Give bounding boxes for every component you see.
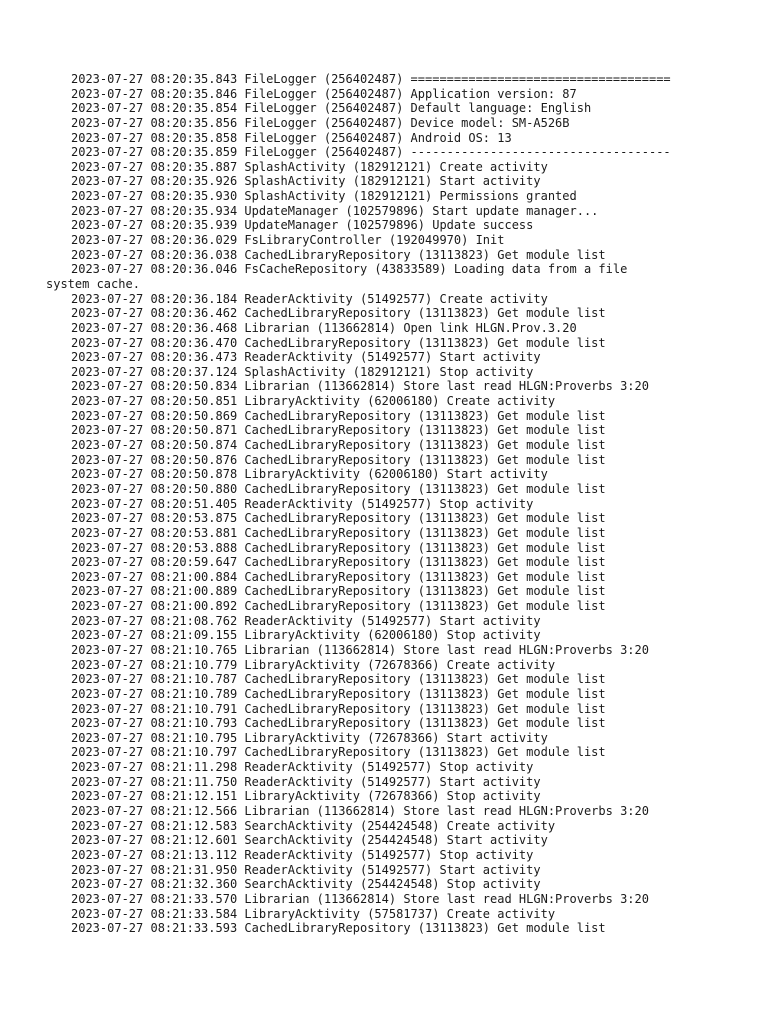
log-line: 2023-07-27 08:21:11.298 ReaderAcktivity (51492577) Stop activity — [71, 760, 534, 775]
log-line: 2023-07-27 08:21:10.795 LibraryAcktivity (72678366) Start activity — [71, 730, 548, 745]
log-line: 2023-07-27 08:21:33.584 LibraryAcktivity (57581737) Create activity — [71, 906, 556, 921]
log-line: 2023-07-27 08:21:10.779 LibraryAcktivity (72678366) Create activity — [71, 657, 556, 672]
log-line: 2023-07-27 08:20:53.888 CachedLibraryRepository (13113823) Get module list — [71, 540, 606, 555]
log-line: 2023-07-27 08:21:10.789 CachedLibraryRepository (13113823) Get module list — [71, 686, 606, 701]
log-line: 2023-07-27 08:20:35.858 FileLogger (256402487) Android OS: 13 — [71, 130, 512, 145]
log-line: 2023-07-27 08:20:37.124 SplashActivity (182912121) Stop activity — [71, 364, 534, 379]
log-line: 2023-07-27 08:21:10.787 CachedLibraryRepository (13113823) Get module list — [71, 672, 606, 687]
log-line: 2023-07-27 08:20:35.854 FileLogger (256402487) Default language: English — [71, 101, 592, 116]
log-line: 2023-07-27 08:20:59.647 CachedLibraryRepository (13113823) Get module list — [71, 555, 606, 570]
log-line: 2023-07-27 08:20:53.875 CachedLibraryRepository (13113823) Get module list — [71, 511, 606, 526]
log-line: 2023-07-27 08:20:50.871 CachedLibraryRepository (13113823) Get module list — [71, 423, 606, 438]
log-line: 2023-07-27 08:20:36.029 FsLibraryController (192049970) Init — [71, 233, 505, 248]
log-line: 2023-07-27 08:21:31.950 ReaderAcktivity (51492577) Start activity — [71, 862, 541, 877]
log-line: 2023-07-27 08:20:36.046 FsCacheRepository (43833589) Loading data from a file — [71, 262, 628, 277]
log-line: 2023-07-27 08:20:51.405 ReaderAcktivity (51492577) Stop activity — [71, 496, 534, 511]
log-line: 2023-07-27 08:20:36.462 CachedLibraryRepository (13113823) Get module list — [71, 306, 606, 321]
log-line: 2023-07-27 08:21:00.889 CachedLibraryRepository (13113823) Get module list — [71, 584, 606, 599]
log-line: 2023-07-27 08:21:10.797 CachedLibraryRepository (13113823) Get module list — [71, 745, 606, 760]
log-line: 2023-07-27 08:20:35.859 FileLogger (256402487) ------------------------------------ — [71, 145, 671, 160]
log-line: 2023-07-27 08:20:50.869 CachedLibraryRepository (13113823) Get module list — [71, 408, 606, 423]
log-line: 2023-07-27 08:20:50.851 LibraryAcktivity (62006180) Create activity — [71, 394, 556, 409]
log-line: 2023-07-27 08:20:50.874 CachedLibraryRepository (13113823) Get module list — [71, 438, 606, 453]
log-line: 2023-07-27 08:21:11.750 ReaderAcktivity (51492577) Start activity — [71, 774, 541, 789]
log-line: 2023-07-27 08:20:50.876 CachedLibraryRepository (13113823) Get module list — [71, 452, 606, 467]
log-line: 2023-07-27 08:21:12.583 SearchAcktivity (254424548) Create activity — [71, 818, 556, 833]
log-line: 2023-07-27 08:21:33.570 Librarian (113662814) Store last read HLGN:Proverbs 3:20 — [71, 891, 649, 906]
log-text-block — [46, 72, 711, 936]
log-line: 2023-07-27 08:20:36.473 ReaderAcktivity (51492577) Start activity — [71, 350, 541, 365]
log-line: 2023-07-27 08:20:35.939 UpdateManager (102579896) Update success — [71, 218, 534, 233]
log-line: 2023-07-27 08:21:32.360 SearchAcktivity (254424548) Stop activity — [71, 877, 541, 892]
log-line: 2023-07-27 08:20:35.856 FileLogger (256402487) Device model: SM-A526B — [71, 115, 570, 130]
log-line: system cache. — [46, 276, 140, 291]
log-line: 2023-07-27 08:20:53.881 CachedLibraryRepository (13113823) Get module list — [71, 525, 606, 540]
log-line: 2023-07-27 08:20:36.470 CachedLibraryRepository (13113823) Get module list — [71, 335, 606, 350]
log-line: 2023-07-27 08:20:35.846 FileLogger (256402487) Application version: 87 — [71, 86, 577, 101]
log-line: 2023-07-27 08:21:00.892 CachedLibraryRepository (13113823) Get module list — [71, 599, 606, 614]
log-line: 2023-07-27 08:20:35.930 SplashActivity (182912121) Permissions granted — [71, 189, 577, 204]
log-line: 2023-07-27 08:20:50.834 Librarian (113662814) Store last read HLGN:Proverbs 3:20 — [71, 379, 649, 394]
log-line: 2023-07-27 08:20:35.843 FileLogger (256402487) ==================================== — [71, 72, 671, 86]
log-line: 2023-07-27 08:21:10.765 Librarian (113662814) Store last read HLGN:Proverbs 3:20 — [71, 642, 649, 657]
log-line: 2023-07-27 08:20:36.038 CachedLibraryRepository (13113823) Get module list — [71, 247, 606, 262]
log-line: 2023-07-27 08:21:08.762 ReaderAcktivity (51492577) Start activity — [71, 613, 541, 628]
log-line: 2023-07-27 08:21:09.155 LibraryAcktivity (62006180) Stop activity — [71, 628, 541, 643]
log-line: 2023-07-27 08:21:10.791 CachedLibraryRepository (13113823) Get module list — [71, 701, 606, 716]
log-line: 2023-07-27 08:21:12.566 Librarian (113662814) Store last read HLGN:Proverbs 3:20 — [71, 804, 649, 819]
log-line: 2023-07-27 08:20:35.926 SplashActivity (182912121) Start activity — [71, 174, 541, 189]
log-line: 2023-07-27 08:21:12.151 LibraryAcktivity (72678366) Stop activity — [71, 789, 541, 804]
log-line: 2023-07-27 08:20:36.184 ReaderAcktivity (51492577) Create activity — [71, 291, 548, 306]
log-line: 2023-07-27 08:20:36.468 Librarian (113662814) Open link HLGN.Prov.3.20 — [71, 320, 577, 335]
log-line: 2023-07-27 08:21:00.884 CachedLibraryRepository (13113823) Get module list — [71, 569, 606, 584]
log-line: 2023-07-27 08:20:50.878 LibraryAcktivity (62006180) Start activity — [71, 467, 548, 482]
log-line: 2023-07-27 08:20:35.934 UpdateManager (102579896) Start update manager... — [71, 203, 599, 218]
log-line: 2023-07-27 08:21:12.601 SearchAcktivity (254424548) Start activity — [71, 833, 548, 848]
log-line: 2023-07-27 08:20:50.880 CachedLibraryRepository (13113823) Get module list — [71, 481, 606, 496]
log-line: 2023-07-27 08:20:35.887 SplashActivity (182912121) Create activity — [71, 159, 548, 174]
log-line: 2023-07-27 08:21:33.593 CachedLibraryRepository (13113823) Get module list — [71, 921, 606, 936]
log-line: 2023-07-27 08:21:10.793 CachedLibraryRepository (13113823) Get module list — [71, 716, 606, 731]
log-line: 2023-07-27 08:21:13.112 ReaderAcktivity (51492577) Stop activity — [71, 847, 534, 862]
